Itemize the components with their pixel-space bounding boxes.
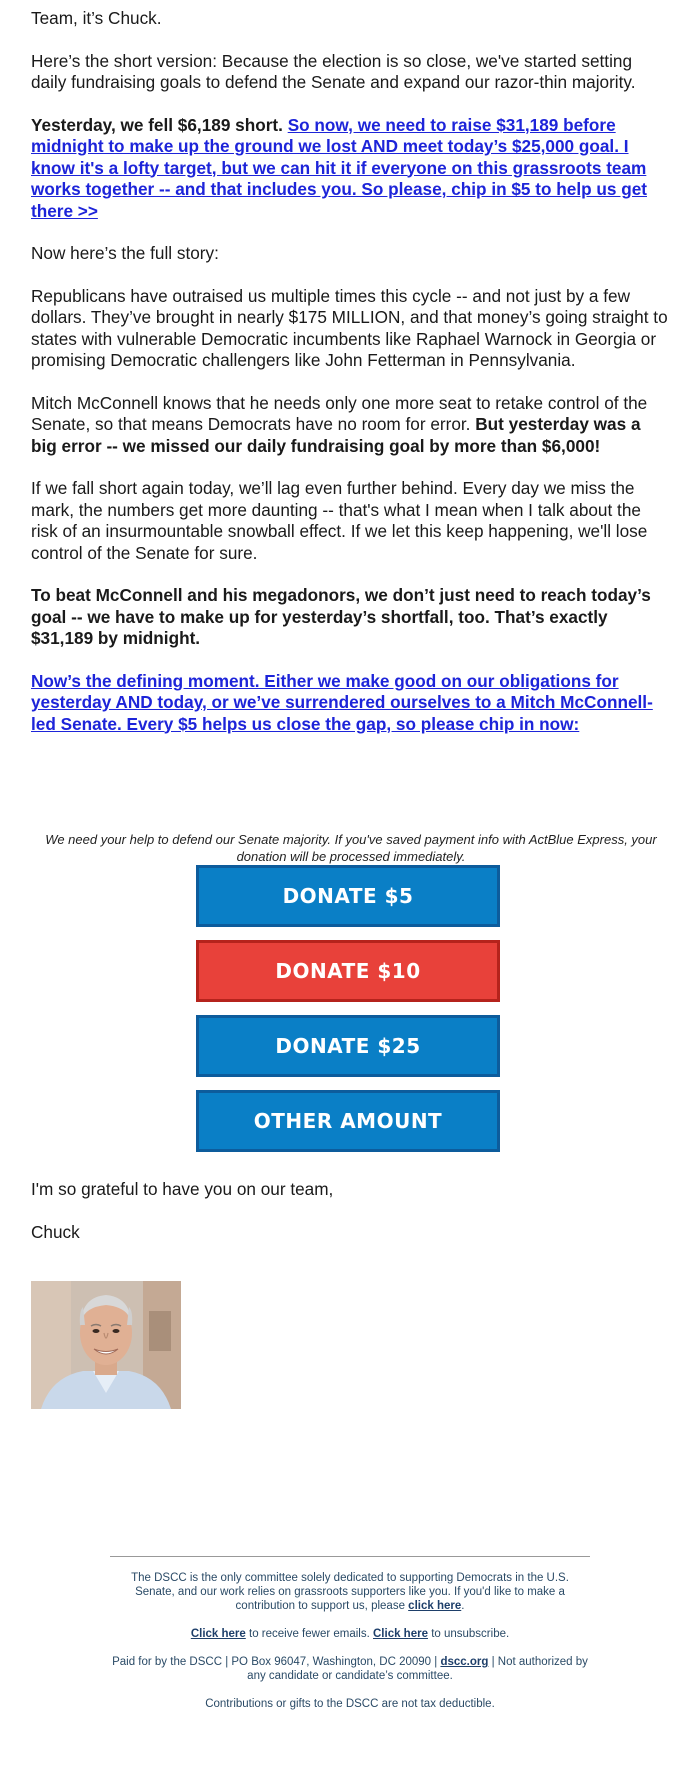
unsubscribe-link[interactable]: Click here — [373, 1628, 428, 1640]
footer-about: The DSCC is the only committee solely dedicated to supporting Democrats in the U.S. Senate, and our work relies on grassroots supporters like you. If you'd like to make a contribution to support us, please click here. — [131, 1572, 569, 1612]
unsubscribe-text: to unsubscribe. — [431, 1628, 510, 1640]
chuck-portrait-photo — [31, 1281, 181, 1409]
fewer-emails-link[interactable]: Click here — [190, 1628, 246, 1640]
greeting: Team, it’s Chuck. — [31, 8, 162, 28]
big-error-bold: But yesterday was a big error -- we missed our daily fundraising goal by more than $6,000! — [31, 414, 641, 456]
full-story-intro: Now here’s the full story: — [31, 243, 219, 263]
shortfall-paragraph — [31, 115, 671, 223]
closing-line: I'm so grateful to have you on our team, — [31, 1179, 334, 1199]
footer-tax-note: Contributions or gifts to the DSCC are not tax deductible. — [205, 1698, 495, 1710]
shortfall-bold: Yesterday, we fell $6,189 short. — [31, 114, 283, 135]
donate-5-button[interactable]: DONATE $5 — [196, 865, 500, 927]
chip-in-link-1[interactable]: So now, we need to raise $31,189 before midnight to make up the ground we lost AND meet today’s $25,000 goal. I know it's a lofty target, but we can hit it if everyone on this grassroots team works together -- and that includes you. So please, chip in $5 to help us get there >> — [31, 114, 647, 221]
footer — [110, 1556, 590, 1725]
mcconnell-text: Mitch McConnell knows that he needs only one more seat to retake control of the Senate, so that means Democrats have no room for error. — [31, 392, 648, 434]
chip-in-link-2[interactable]: Now’s the defining moment. Either we make good on our obligations for yesterday AND today, or we’ve surrendered ourselves to a Mitch McConnell-led Senate. Every $5 helps us close the gap, so please chip in now: — [31, 670, 653, 734]
footer-email-prefs — [110, 1627, 590, 1641]
signature: Chuck — [31, 1222, 80, 1242]
fall-short-paragraph: If we fall short again today, we’ll lag even further behind. Every day we miss the mark, the numbers get more daunting -- that's what I mean when I talk about the risk of an insurmountable snowball effect. If we let this keep happening, we'll lose control of the Senate for sure. — [31, 478, 648, 563]
donate-25-button[interactable]: DONATE $25 — [196, 1015, 500, 1077]
donate-10-button[interactable]: DONATE $10 — [196, 940, 500, 1002]
mcconnell-paragraph — [31, 393, 671, 458]
fewer-emails-text: to receive fewer emails. — [249, 1628, 370, 1640]
actblue-express-note: We need your help to defend our Senate majority. If you've saved payment info with ActBlue Express, your donation will be processed immediately. — [45, 832, 657, 864]
beat-mcconnell-paragraph — [31, 585, 671, 650]
beat-mcconnell-bold: To beat McConnell and his megadonors, we don’t just need to reach today’s goal -- we have to make up for yesterday’s shortfall, too. That’s exactly $31,189 by midnight. — [31, 585, 651, 648]
paid-for-text: Paid for by the DSCC | PO Box 96047, Washington, DC 20090 | — [112, 1656, 438, 1668]
dscc-site-link[interactable]: dscc.org — [440, 1656, 489, 1668]
paid-for-text-2: | Not authorized by any candidate or candidate’s committee. — [247, 1656, 588, 1682]
defining-moment-paragraph — [31, 671, 671, 736]
republicans-paragraph: Republicans have outraised us multiple times this cycle -- and not just by a few dollars. They’ve brought in nearly $175 MILLION, and that money’s going straight to states with vulnerable Democratic incumbents like Raphael Warnock in Georgia or promising Democratic challengers like John Fetterman in Pennsylvania. — [31, 285, 668, 370]
intro-paragraph: Here’s the short version: Because the election is so close, we've started setting daily fundraising goals to defend the Senate and expand our razor-thin majority. — [31, 50, 636, 92]
other-amount-button[interactable]: OTHER AMOUNT — [196, 1090, 500, 1152]
email-body — [31, 8, 671, 756]
portrait-illustration — [31, 1281, 181, 1409]
footer-about-text: The DSCC is the only committee solely dedicated to supporting Democrats in the U.S. Senate, and our work relies on grassroots supporters like you. If you'd like to make a contribution to support us, please — [131, 1572, 569, 1612]
footer-paid-for — [110, 1655, 590, 1683]
contribute-link[interactable]: click here — [408, 1600, 462, 1612]
